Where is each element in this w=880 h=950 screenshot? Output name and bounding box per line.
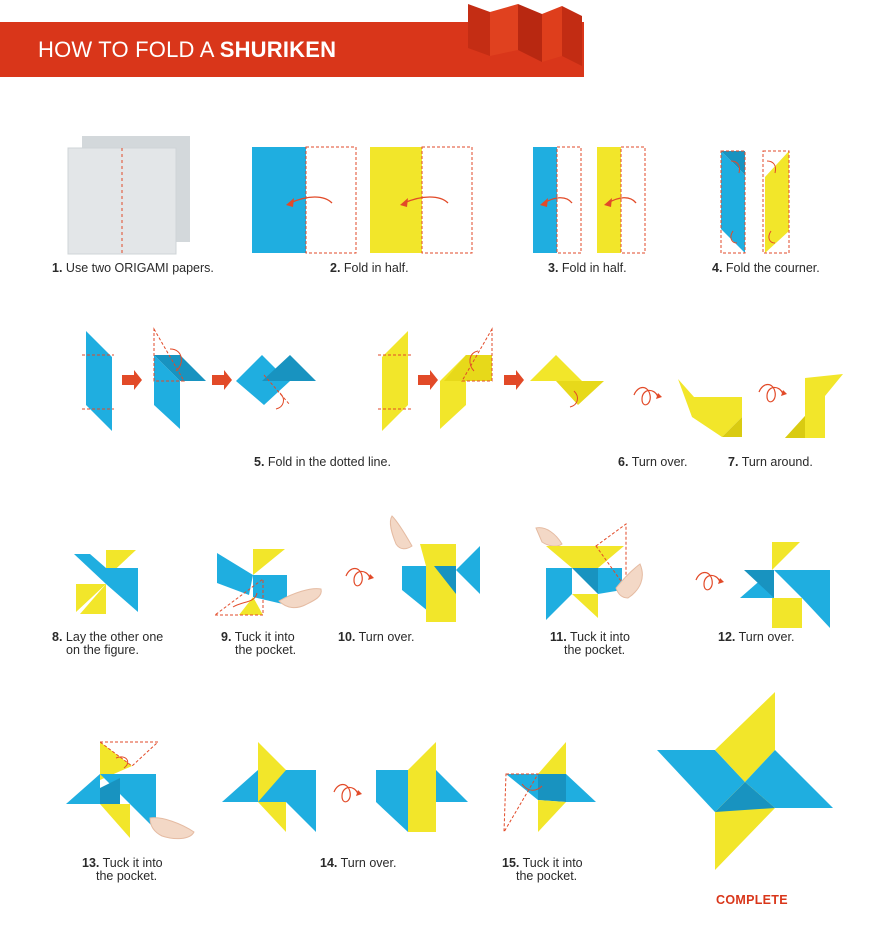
step-10-illustration (340, 510, 490, 628)
step-2-illustration (250, 145, 480, 257)
step-4-illustration (715, 147, 795, 257)
step-2-caption: 2. Fold in half. (330, 261, 409, 275)
title-emphasis: SHURIKEN (219, 37, 337, 62)
step-6-caption: 6. Turn over. (618, 455, 688, 469)
step-1-caption: 1. Use two ORIGAMI papers. (52, 261, 214, 275)
step-11-illustration (532, 518, 657, 628)
step-15-illustration (498, 738, 603, 836)
title-prefix: HOW TO FOLD A (38, 37, 220, 62)
step-3-illustration (530, 145, 650, 257)
step-7-caption: 7. Turn around. (728, 455, 813, 469)
step-5-yellow-illustration (378, 325, 610, 435)
step-9-caption: 9. Tuck it into the pocket. (221, 630, 297, 657)
complete-shuriken-illustration (655, 690, 837, 875)
step-15-caption: 15. Tuck it into the pocket. (502, 856, 583, 883)
step-14-caption: 14. Turn over. (320, 856, 397, 870)
complete-label: COMPLETE (716, 893, 788, 907)
step-8-caption: 8. Lay the other one on the figure. (52, 630, 164, 657)
step-12-caption: 12. Turn over. (718, 630, 795, 644)
step-9-illustration (213, 545, 325, 623)
step-8-illustration (70, 548, 142, 616)
step-10-caption: 10. Turn over. (338, 630, 415, 644)
step-5-blue-illustration (80, 325, 320, 435)
step-3-caption: 3. Fold in half. (548, 261, 627, 275)
step-11-caption: 11. Tuck it into the pocket. (550, 630, 630, 657)
step-13-illustration (62, 738, 197, 846)
step-4-caption: 4. Fold the courner. (712, 261, 820, 275)
step-6-illustration (630, 375, 750, 445)
page-title (38, 37, 336, 63)
step-12-illustration (690, 538, 835, 633)
step-14-illustration (218, 738, 473, 836)
folded-paper-decoration (462, 0, 584, 70)
step-1-illustration (62, 132, 196, 256)
step-7-illustration (755, 372, 850, 444)
step-5-caption: 5. Fold in the dotted line. (254, 455, 391, 469)
step-13-caption: 13. Tuck it into the pocket. (82, 856, 163, 883)
